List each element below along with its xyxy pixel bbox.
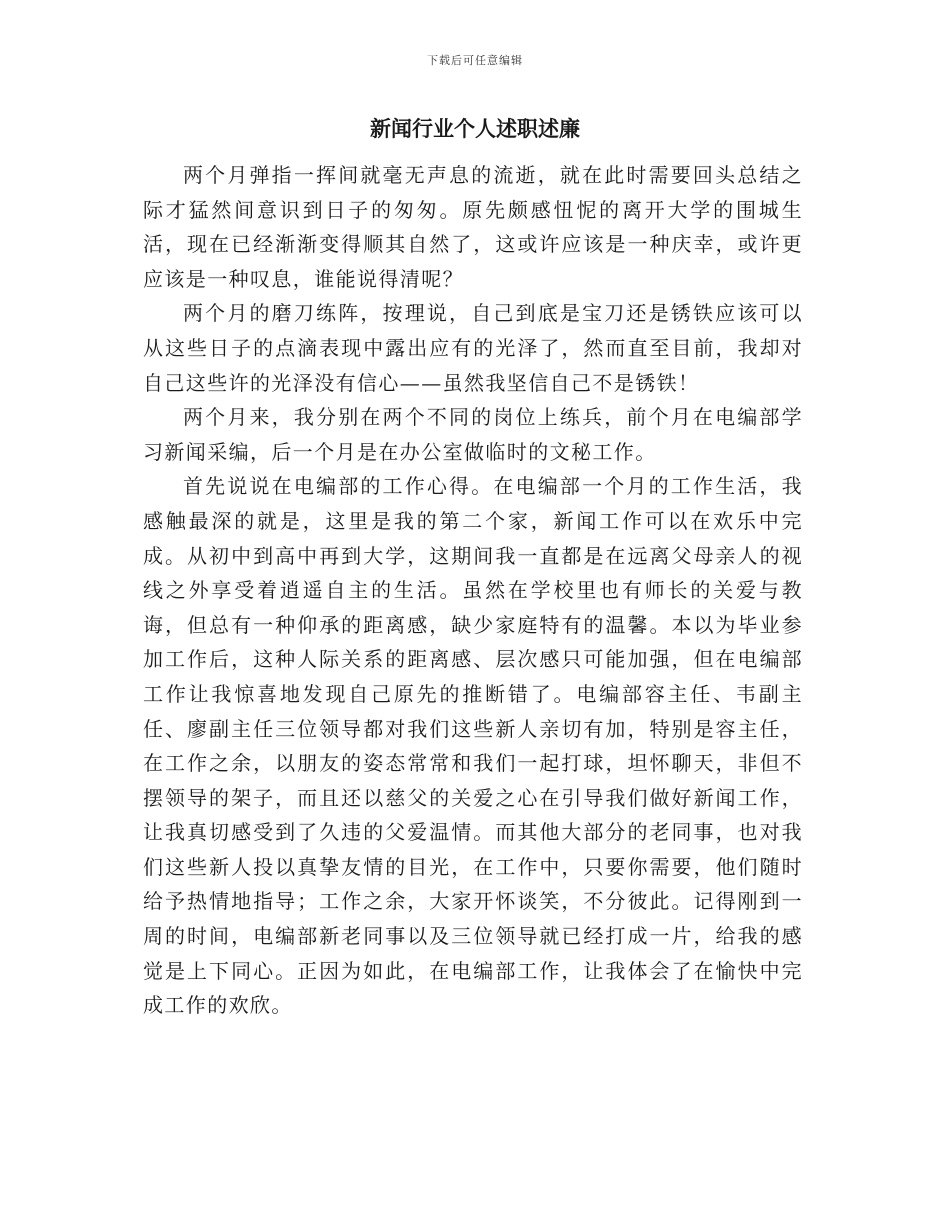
paragraph-3: 两个月来，我分别在两个不同的岗位上练兵，前个月在电编部学习新闻采编，后一个月是在办公室做临时的文秘工作。 bbox=[143, 405, 803, 464]
paragraph-1: 两个月弹指一挥间就毫无声息的流逝，就在此时需要回头总结之际才猛然间意识到日子的匆匆。原先颇感忸怩的离开大学的围城生活，现在已经渐渐变得顺其自然了，这或许应该是一种庆幸，或许更应该是一种叹息，谁能说得清呢？ bbox=[143, 163, 803, 291]
paragraph-4: 首先说说在电编部的工作心得。在电编部一个月的工作生活，我感触最深的就是，这里是我的第二个家，新闻工作可以在欢乐中完成。从初中到高中再到大学，这期间我一直都是在远离父母亲人的视线之外享受着逍遥自主的生活。虽然在学校里也有师长的关爱与教诲，但总有一种仰承的距离感，缺少家庭特有的温馨。本以为毕业参加工作后，这种人际关系的距离感、层次感只可能加强，但在电编部工作让我惊喜地发现自己原先的推断错了。电编部容主任、韦副主任、廖副主任三位领导都对我们这些新人亲切有加，特别是容主任，在工作之余，以朋友的姿态常常和我们一起打球，坦怀聊天，非但不摆领导的架子，而且还以慈父的关爱之心在引导我们做好新闻工作，让我真切感受到了久违的父爱温情。而其他大部分的老同事，也对我们这些新人投以真挚友情的目光，在工作中，只要你需要，他们随时给予热情地指导；工作之余，大家开怀谈笑，不分彼此。记得刚到一周的时间，电编部新老同事以及三位领导就已经打成一片，给我的感觉是上下同心。正因为如此，在电编部工作，让我体会了在愉快中完成工作的欢欣。 bbox=[143, 474, 803, 1018]
document-title: 新闻行业个人述职述廉 bbox=[370, 117, 580, 141]
document-body bbox=[143, 158, 803, 1023]
paragraph-2: 两个月的磨刀练阵，按理说，自己到底是宝刀还是锈铁应该可以从这些日子的点滴表现中露出应有的光泽了，然而直至目前，我却对自己这些许的光泽没有信心——虽然我坚信自己不是锈铁！ bbox=[143, 301, 803, 395]
page-header-note: 下载后可任意编辑 bbox=[427, 54, 523, 67]
